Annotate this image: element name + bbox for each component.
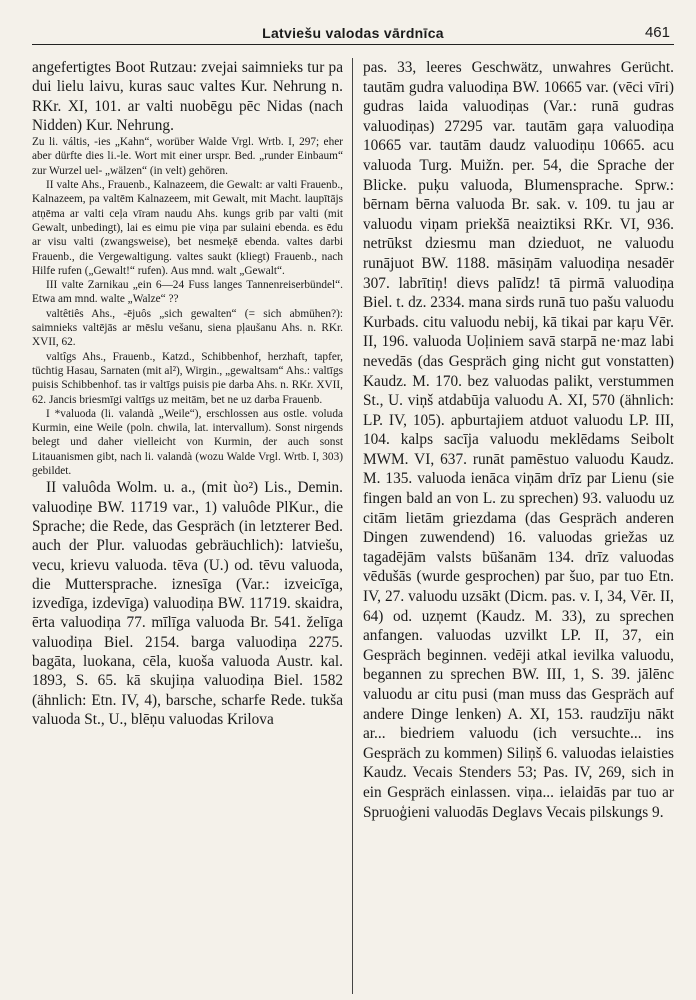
right-column (353, 58, 674, 994)
running-title: Latviešu valodas vārdnīca (262, 25, 444, 41)
dictionary-paragraph: valtêtiês Ahs., -ējuôs „sich gewalten“ (= sich abmühen?): saimnieks valtējās ar mēslu vešanu, siena pļaušanu Ahs. n. RKr. XVII, 62. (32, 307, 343, 349)
left-column (32, 58, 353, 994)
dictionary-paragraph: II valte Ahs., Frauenb., Kalnazeem, die Gewalt: ar valti Frauenb., Kalnazeem, pa valtēm Kalnazeem, mit Gewalt, mit Macht. laupītājs atņēma ar valti ceļa vīram naudu Ahs. kungs grib par valti (mit Gewalt, unbedingt), lai es eimu pie viņa par sulaini ebenda. es ēdu ar visu valti (zwangsweise), bet nesmeķē ebenda. valtes darbi Frauenb., die Vergewaltigung. valtes saukt (kliegt) Frauenb., nach Hilfe rufen („Gewalt!“ rufen). Aus mnd. walt „Gewalt“. (32, 179, 343, 277)
dictionary-paragraph: pas. 33, leeres Geschwätz, unwahres Gerücht. tautām gudra valuodiņa BW. 10665 var. (vēci vīri) gudras laida valuodiņas (Var.: runā gudras valuodiņas) 27295 var. tautām gaŗa valuodiņa 10665 var. tautām daudz valuodiņu 10665. acu valuoda Turg. Muižn. per. 54, die Sprache der Blicke. puķu valuoda, Blumensprache. Sprw.: bērnam bērna valuoda Br. sak. v. 109. tu jau ar valuodu viņam priekšā neaiztiksi RKr. VI, 936. netrūkst dziesmu man dzieduot, ne valuodu runājuot BW. 1188. māsiņām valuodiņa nesadēr 307. labrītiņ! dievs palīdz! tā pirmā valuodiņa Biel. t. dz. 2334. mana sirds runā tuo pašu valuodu Kurbads. citu valuodu nebij, kā tikai par kaŗu Vēr. II, 196. valuoda Uoļiniem savā starpā ne·maz labi nevedās (das Gespräch ging nicht gut vonstatten) Kaudz. M. 170. bez valuodas palikt, verstummen St., U. viņš atdabūja valuodu A. XI, 570 (ähnlich: LP. IV, 105). apburtajiem atduot valuodu LP. III, 104. kalps sacīja valuodu meklēdams Seibolt MWM. VI, 637. runāt pamēstuo valuodu Kaudz. M. 135. valuoda ienāca viņām drīz par Lienu (sie fingen bald an von L. zu sprechen) 93. valuodu uz citām lietām griezdama (das Gespräch anderen Dingen zuwendend) 16. valuodas griežas uz tagadējām valsts būšanām 134. drīz valuodas vēdušās (wurde gesprochen) par šuo, par tuo Etn. IV, 27. valuodu uzsākt (Dicm. pas. v. I, 34, Vēr. II, 64) od. uzņemt (Kaudz. M. 33), zu sprechen anfangen. valuodas uzvilkt LP. II, 37, ein Gespräch beginnen. vedēji atkal ievilka valuodu, begannen zu sprechen BW. III, 1, S. 39. jālēnc valuodu ar citu pusi (man muss das Gespräch auf andere Dinge lenken) A. XI, 153. raudzīju nākt ar... biedriem valuodu (ich versuchte... ins Gespräch zu kommen) Siliņš 6. valuodas ielaisties Kaudz. Vecais Stenders 53; Pas. IV, 269, sich in ein Gespräch einlassen. viņa... ielaidās par tuo ar Spruoģieni valuodās Deglavs Vecais pilskungs 9. (363, 59, 674, 821)
dictionary-paragraph: I *valuoda (li. valandà „Weile“), erschlossen aus ostle. voluda Kurmin, eine Weile (poln. chwila, lat. intervallum). Sonst nirgends belegt und daher vielleicht von Kurmin, der auch sonst Litauanismen gibt, nach li. valandà (wozu Walde Vrgl. Wrtb. I, 303) gebildet. (32, 407, 343, 478)
dictionary-paragraph: II valuôda Wolm. u. a., (mit ùo²) Lis., Demin. valuodiņe BW. 11719 var., 1) valuôde PlKur., die Sprache; die Rede, das Gespräch (in letzterer Bed. auch der Plur. valuodas gebräuchlich): latviešu, vecu, krievu valuoda. tēva (U.) od. tēvu valuoda, die Muttersprache. iznesīga (Var.: izveicīga, izvedīga, izdevīga) valuodiņa BW. 11719. skaidra, ērta valuodiņa 77. mīlīga valuoda Br. 541. želīga valuodiņa Biel. 2154. barga valuodiņa 2275. bagāta, luokana, cēla, kuoša valuoda Austr. kal. 1893, S. 65. kā skujiņa valuodiņa Biel. 1582 (ähnlich: Etn. IV, 4), barsche, scharfe Rede. tukša valuoda St., U., blēņu valuodas Krilova (32, 479, 343, 728)
dictionary-paragraph: Zu li. váltis, -ies „Kahn“, worüber Walde Vrgl. Wrtb. I, 297; eher aber dürfte dies li.-le. Wort mit einer urspr. Bed. „runder Einbaum“ zur Wurzel uel- „wälzen“ (in velt) gehören. (32, 136, 343, 177)
dictionary-columns (32, 58, 674, 994)
page-number: 461 (644, 24, 670, 41)
dictionary-paragraph: angefertigtes Boot Rutzau: zvejai saimnieks tur pa dui lielu laivu, kuras sauc valtes Kur. Nehrung n. RKr. XI, 101. ar valti nuobēgu pēc Nidas (nach Nidden) Kur. Nehrung. (32, 59, 343, 134)
dictionary-paragraph: III valte Zarnikau „ein 6—24 Fuss langes Tannenreiserbündel“. Etwa am mnd. walte „Walze“ ?? (32, 279, 343, 306)
page-header (32, 18, 674, 45)
dictionary-paragraph: valtîgs Ahs., Frauenb., Katzd., Schibbenhof, herzhaft, tapfer, tüchtig Hasau, Sarnaten (mit al²), Wirgin., „gewaltsam“ Ahs.: valtīgs puisis Schibbenhof. tas ir valtīgs puisis pie darba Ahs. n. RKr. XVII, 62. Jancis briesmīgi valtīgs uz meitām, bet ne uz darba Frauenb. (32, 350, 343, 406)
